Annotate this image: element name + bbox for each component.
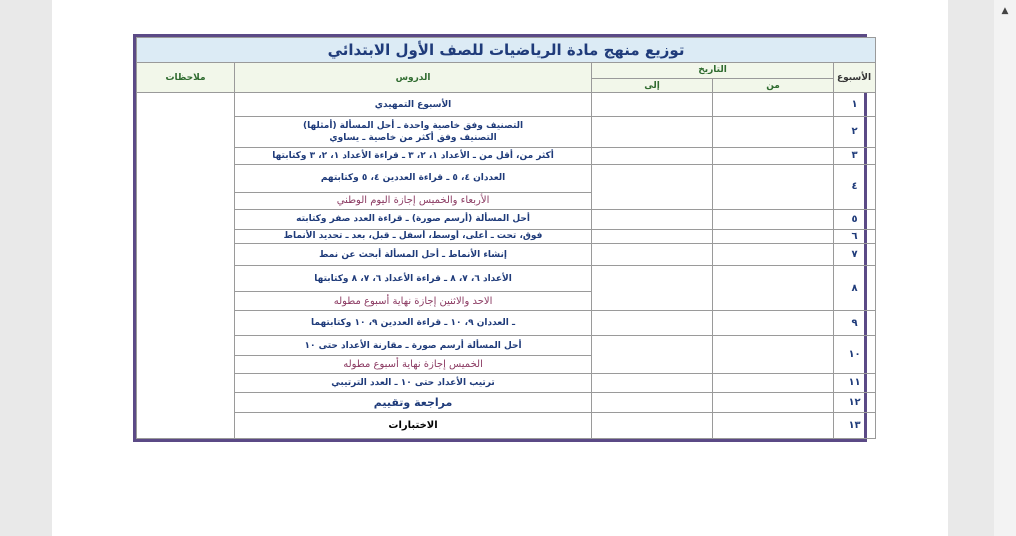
lesson-cell: فوق، تحت ـ أعلى، أوسط، أسفل ـ قبل، بعد ـ تحديد الأنماط xyxy=(235,229,592,244)
notes-cell[interactable] xyxy=(137,93,235,439)
from-cell[interactable] xyxy=(713,244,834,266)
to-cell[interactable] xyxy=(592,209,713,229)
lesson-cell xyxy=(235,116,592,147)
to-cell[interactable] xyxy=(592,244,713,266)
from-cell[interactable] xyxy=(713,311,834,336)
table-row xyxy=(137,412,876,438)
from-cell[interactable] xyxy=(713,229,834,244)
lesson-cell: أحل المسألة أرسم صورة ـ مقارنة الأعداد حتى ١٠ xyxy=(235,336,592,356)
curriculum-table xyxy=(136,37,876,439)
lesson-cell: أحل المسألة (أرسم صورة) ـ قراءة العدد صفر وكتابته xyxy=(235,209,592,229)
week-cell: ٢ xyxy=(834,116,876,147)
table-row xyxy=(137,229,876,244)
header-from: من xyxy=(713,78,834,93)
table-title: توزيع منهج مادة الرياضيات للصف الأول الابتدائي xyxy=(137,38,876,63)
from-cell[interactable] xyxy=(713,209,834,229)
week-cell: ١٣ xyxy=(834,412,876,438)
lesson-cell: ترتيب الأعداد حتى ١٠ ـ العدد الترتيبي xyxy=(235,374,592,393)
week-cell: ٦ xyxy=(834,229,876,244)
header-lessons: الدروس xyxy=(235,63,592,93)
to-cell[interactable] xyxy=(592,93,713,116)
table-row xyxy=(137,93,876,116)
lesson-cell: ـ العددان ٩، ١٠ ـ قراءة العددين ٩، ١٠ وكتابتهما xyxy=(235,311,592,336)
week-cell: ٣ xyxy=(834,147,876,164)
to-cell[interactable] xyxy=(592,392,713,412)
header-week: الأسبوع xyxy=(834,63,876,93)
week-cell: ١ xyxy=(834,93,876,116)
table-row xyxy=(137,311,876,336)
lesson-cell: إنشاء الأنماط ـ أحل المسألة أبحث عن نمط xyxy=(235,244,592,266)
to-cell[interactable] xyxy=(592,311,713,336)
week-cell: ١١ xyxy=(834,374,876,393)
from-cell[interactable] xyxy=(713,412,834,438)
holiday-note: الأربعاء والخميس إجازة اليوم الوطني xyxy=(235,192,592,209)
to-cell[interactable] xyxy=(592,229,713,244)
lesson-cell: العددان ٤، ٥ ـ قراءة العددين ٤، ٥ وكتابتهم xyxy=(235,164,592,192)
from-cell[interactable] xyxy=(713,392,834,412)
scroll-up-arrow-icon[interactable]: ▲ xyxy=(1001,6,1009,16)
lesson-cell: مراجعة وتقييم xyxy=(235,392,592,412)
header-date: التاريخ xyxy=(592,63,834,79)
lesson-line: التصنيف وفق خاصية واحدة ـ أحل المسألة (أمثلها) xyxy=(303,120,524,131)
from-cell[interactable] xyxy=(713,266,834,311)
from-cell[interactable] xyxy=(713,93,834,116)
from-cell[interactable] xyxy=(713,116,834,147)
to-cell[interactable] xyxy=(592,412,713,438)
from-cell[interactable] xyxy=(713,336,834,374)
week-cell: ٥ xyxy=(834,209,876,229)
table-row xyxy=(137,209,876,229)
week-cell: ١٠ xyxy=(834,336,876,374)
to-cell[interactable] xyxy=(592,374,713,393)
holiday-note: الاحد والاثنين إجازة نهاية أسبوع مطوله xyxy=(235,292,592,311)
table-row xyxy=(137,164,876,192)
vertical-scrollbar[interactable] xyxy=(994,0,1016,536)
header-notes: ملاحظات xyxy=(137,63,235,93)
week-cell: ٨ xyxy=(834,266,876,311)
table-row xyxy=(137,336,876,356)
to-cell[interactable] xyxy=(592,164,713,209)
holiday-note: الخميس إجازة نهاية أسبوع مطوله xyxy=(235,356,592,374)
lesson-cell: الأسبوع التمهيدي xyxy=(235,93,592,116)
table-row xyxy=(137,244,876,266)
from-cell[interactable] xyxy=(713,164,834,209)
lesson-cell: الأعداد ٦، ٧، ٨ ـ قراءة الأعداد ٦، ٧، ٨ وكتابتها xyxy=(235,266,592,292)
from-cell[interactable] xyxy=(713,374,834,393)
week-cell: ١٢ xyxy=(834,392,876,412)
week-cell: ٧ xyxy=(834,244,876,266)
table-row xyxy=(137,374,876,393)
curriculum-table-frame xyxy=(133,34,872,442)
table-row xyxy=(137,116,876,147)
lesson-cell: الاختبارات xyxy=(235,412,592,438)
week-cell: ٩ xyxy=(834,311,876,336)
week-cell: ٤ xyxy=(834,164,876,209)
header-to: إلى xyxy=(592,78,713,93)
lesson-line: التصنيف وفق أكثر من خاصية ـ يساوي xyxy=(329,132,497,143)
table-row xyxy=(137,392,876,412)
to-cell[interactable] xyxy=(592,147,713,164)
lesson-cell: أكثر من، أقل من ـ الأعداد ١، ٢، ٣ ـ قراءة الأعداد ١، ٢، ٣ وكتابتها xyxy=(235,147,592,164)
table-row xyxy=(137,266,876,292)
to-cell[interactable] xyxy=(592,336,713,374)
to-cell[interactable] xyxy=(592,266,713,311)
to-cell[interactable] xyxy=(592,116,713,147)
table-row xyxy=(137,147,876,164)
from-cell[interactable] xyxy=(713,147,834,164)
